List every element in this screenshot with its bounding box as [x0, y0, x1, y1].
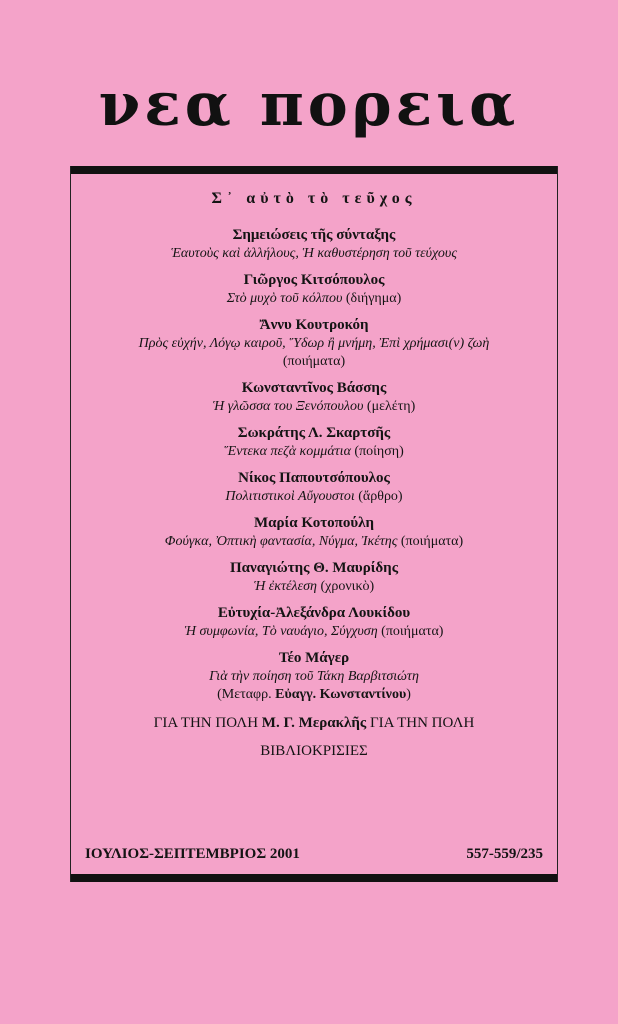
entry-genre: (ποιήματα) [400, 534, 464, 549]
translator-name: Εὐαγγ. Κωνσταντίνου [275, 687, 407, 702]
translator-suffix: ) [406, 687, 411, 702]
city-author: Μ. Γ. Μερακλῆς [261, 715, 367, 731]
issue-date: ΙΟΥΛΙΟΣ-ΣΕΠΤΕΜΒΡΙΟΣ 2001 [85, 846, 300, 862]
list-item [71, 649, 557, 704]
journal-title: νεα πορεια [98, 70, 520, 140]
entry-work: Ἡ ἐκτέλεση [253, 579, 317, 594]
city-prefix: ΓΙΑ ΤΗΝ ΠΟΛΗ [153, 715, 259, 731]
entry-author: Σωκράτης Λ. Σκαρτσῆς [237, 425, 391, 441]
entry-work: Γιὰ τὴν ποίηση τοῦ Τάκη Βαρβιτσιώτη [209, 669, 419, 684]
entry-work: Φούγκα, Ὀπτικὴ φαντασία, Νύγμα, Ἰκέτης [164, 534, 398, 549]
entry-genre: (διήγημα) [345, 291, 402, 306]
entry-work: Ἡ συμφωνία, Τὸ ναυάγιο, Σύγχυση [184, 624, 378, 639]
entry-work: Πολιτιστικοὶ Αὔγουστοι [225, 489, 355, 504]
entry-author: Τέο Μάγερ [278, 650, 350, 666]
bottom-rule [71, 874, 557, 882]
list-item [71, 424, 557, 461]
city-suffix: ΓΙΑ ΤΗΝ ΠΟΛΗ [369, 715, 475, 731]
list-item [71, 316, 557, 371]
translator-prefix: (Μεταφρ. [217, 687, 272, 702]
contents-list [71, 226, 557, 762]
entry-author: Σημειώσεις τῆς σύνταξης [232, 227, 396, 243]
list-item [71, 469, 557, 506]
entry-work: Ἑαυτοὺς καὶ ἀλλήλους, Ἡ καθυστέρηση τοῦ τεύχους [170, 246, 457, 261]
entry-work: Ἡ γλῶσσα του Ξενόπουλου [212, 399, 364, 414]
entry-author: Μαρία Κοτοπούλη [253, 515, 374, 531]
reviews-heading: ΒΙΒΛΙΟΚΡΙΣΙΕΣ [260, 743, 368, 759]
entry-work: Ἕντεκα πεζὰ κομμάτια [224, 444, 351, 459]
contents-heading: Σ᾽ αὐτὸ τὸ τεῦχος [211, 190, 417, 207]
entry-author: Νίκος Παπουτσόπουλος [238, 470, 390, 486]
entry-genre: (ποίηση) [354, 444, 404, 459]
entry-translator [71, 686, 557, 704]
list-item [71, 271, 557, 308]
top-rule [71, 166, 557, 174]
entry-genre: (χρονικὸ) [320, 579, 375, 594]
contents-box [70, 166, 558, 882]
list-item [71, 559, 557, 596]
entry-author: Γιῶργος Κιτσόπουλος [243, 272, 385, 288]
list-item [71, 226, 557, 263]
entry-work: Πρὸς εὐχήν, Λόγῳ καιροῦ, Ὕδωρ ἢ μνήμη, Ἐπὶ χρήμασι(ν) ζωὴ [138, 336, 490, 351]
entry-genre: (ποιήματα) [282, 354, 346, 369]
list-item [71, 514, 557, 551]
list-item [71, 604, 557, 641]
entry-author: Ἄννυ Κουτροκόη [259, 317, 369, 333]
entry-work: Στὸ μυχὸ τοῦ κόλπου [226, 291, 343, 306]
entry-author: Κωνσταντῖνος Βάσσης [241, 380, 387, 396]
entry-genre: (ἄρθρο) [358, 489, 403, 504]
entry-author: Παναγιώτης Θ. Μαυρίδης [229, 560, 399, 576]
city-line [71, 712, 557, 734]
issue-number: 557-559/235 [466, 846, 543, 862]
entry-genre: (ποιήματα) [381, 624, 444, 639]
entry-author: Εὐτυχία-Ἀλεξάνδρα Λουκίδου [217, 605, 411, 621]
entry-genre: (μελέτη) [366, 399, 416, 414]
list-item [71, 379, 557, 416]
